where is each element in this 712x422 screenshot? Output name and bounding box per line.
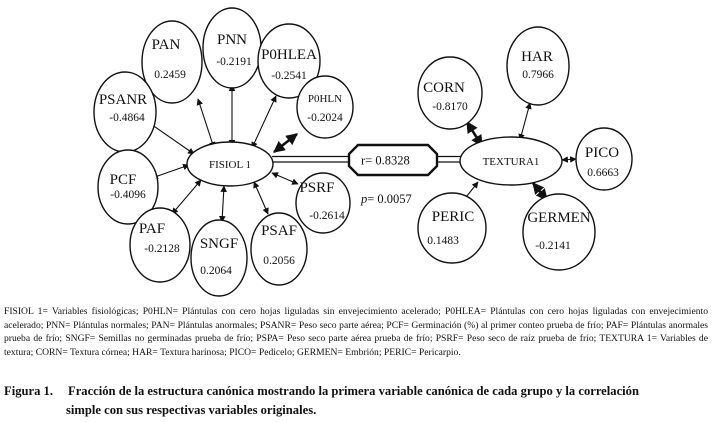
node-pico-value: 0.6663 (587, 167, 619, 179)
p-value-text: = 0.0057 (367, 192, 412, 206)
node-p0hln-label: P0HLN (307, 93, 343, 105)
node-psaf-value: 0.2056 (263, 255, 295, 267)
node-psanr-label: PSANR (98, 92, 148, 108)
node-p0hlea-label: P0HLEA (261, 47, 317, 63)
node-psrf-value: -0.2614 (309, 210, 345, 222)
node-psanr (94, 72, 156, 152)
node-psrf (296, 173, 350, 233)
node-pan-value: 0.2459 (154, 69, 186, 81)
node-corn-value: -0.8170 (432, 101, 468, 113)
edge-psrf (272, 173, 298, 184)
p-value (360, 192, 412, 206)
node-p0hln-value: -0.2024 (307, 112, 343, 124)
node-pnn (203, 8, 261, 88)
node-sngf-value: 0.2064 (200, 265, 232, 277)
fisiol-label: FISIOL 1 (208, 159, 252, 171)
node-pcf-value: -0.4096 (110, 189, 146, 201)
node-har-label: HAR (521, 49, 553, 65)
figure-number: Figura 1. (4, 384, 53, 398)
node-corn-label: CORN (423, 80, 465, 96)
node-sngf-label: SNGF (199, 236, 239, 252)
edge-pico (562, 159, 576, 160)
node-psrf-label: PSRF (299, 180, 335, 196)
node-germen-value: -0.2141 (535, 240, 571, 252)
node-peric (418, 193, 486, 263)
node-germen (523, 194, 595, 270)
node-germen-label: GERMEN (527, 210, 591, 226)
node-pcf-label: PCF (109, 172, 137, 188)
node-germen-ellipse (523, 194, 595, 270)
node-pnn-ellipse (203, 8, 261, 88)
caption-line-1: Fracción de la estructura canónica mostrando la primera variable canónica de cada grupo y la correlación (68, 384, 639, 398)
node-paf (130, 208, 190, 282)
edge-har (520, 103, 530, 140)
node-har (507, 27, 569, 105)
node-peric-ellipse (418, 193, 486, 263)
caption-line-2: simple con sus respectivas variables originales. (66, 403, 317, 417)
edge-p0hln (274, 134, 297, 152)
node-p0hln (297, 76, 353, 138)
node-p0hln-ellipse (297, 76, 353, 138)
node-pnn-label: PNN (216, 32, 248, 48)
node-pnn-value: -0.2191 (216, 56, 252, 68)
p-value-label: p (361, 192, 368, 206)
node-psanr-value: -0.4864 (109, 112, 145, 124)
node-paf-label: PAF (138, 221, 166, 237)
node-har-ellipse (507, 27, 569, 105)
center-fisiol (187, 142, 273, 186)
node-pico-label: PICO (584, 145, 620, 161)
textura-label: TEXTURA1 (482, 156, 540, 168)
figure-legend: FISIOL 1= Variables fisiológicas; P0HLN= Plántulas con cero hojas liguladas sin envejecimiento acelerado; P0HLEA= Plántulas con cero hojas liguladas con envejecimiento acelerado; PNN= Plántulas normales; PAN= Plántulas anormales; PSANR= Peso seco parte aérea; PCF= Germinación (%) al primer conteo prueba de frío; PAF= Plántulas anormales prueba de frío; SNGF= Semillas no germinadas prueba de frío; PSPA= Peso seco parte aérea prueba de frío; PSRF= Peso seco de raíz prueba de frío; TEXTURA 1= Variables de textura; CORN= Textura córnea; HAR= Textura harinosa; PICO= Pedicelo; GERMEN= Embrión; PERIC= Pericarpio. (4, 306, 708, 358)
node-peric-label: PERIC (431, 209, 475, 225)
node-paf-value: -0.2128 (144, 243, 180, 255)
node-peric-value: 0.1483 (427, 235, 459, 247)
node-psaf (251, 213, 307, 285)
edge-psanr (148, 122, 194, 154)
node-pico (576, 128, 632, 190)
node-corn (418, 57, 482, 129)
edge-psaf (254, 182, 268, 214)
node-pan-label: PAN (151, 37, 181, 53)
node-har-value: 0.7966 (522, 69, 554, 81)
edge-pan (198, 99, 214, 148)
edge-sngf (222, 186, 224, 222)
node-sngf (191, 220, 247, 296)
node-sngf-ellipse (191, 220, 247, 296)
figure-caption (4, 382, 710, 420)
correlation-value: r= 0.8328 (361, 153, 410, 168)
edge-pcf (152, 165, 189, 178)
edge-paf (172, 180, 201, 214)
edge-p0hlea (252, 96, 276, 148)
node-p0hlea-value: -0.2541 (271, 70, 307, 82)
node-psaf-label: PSAF (261, 223, 297, 239)
center-textura (460, 137, 562, 185)
